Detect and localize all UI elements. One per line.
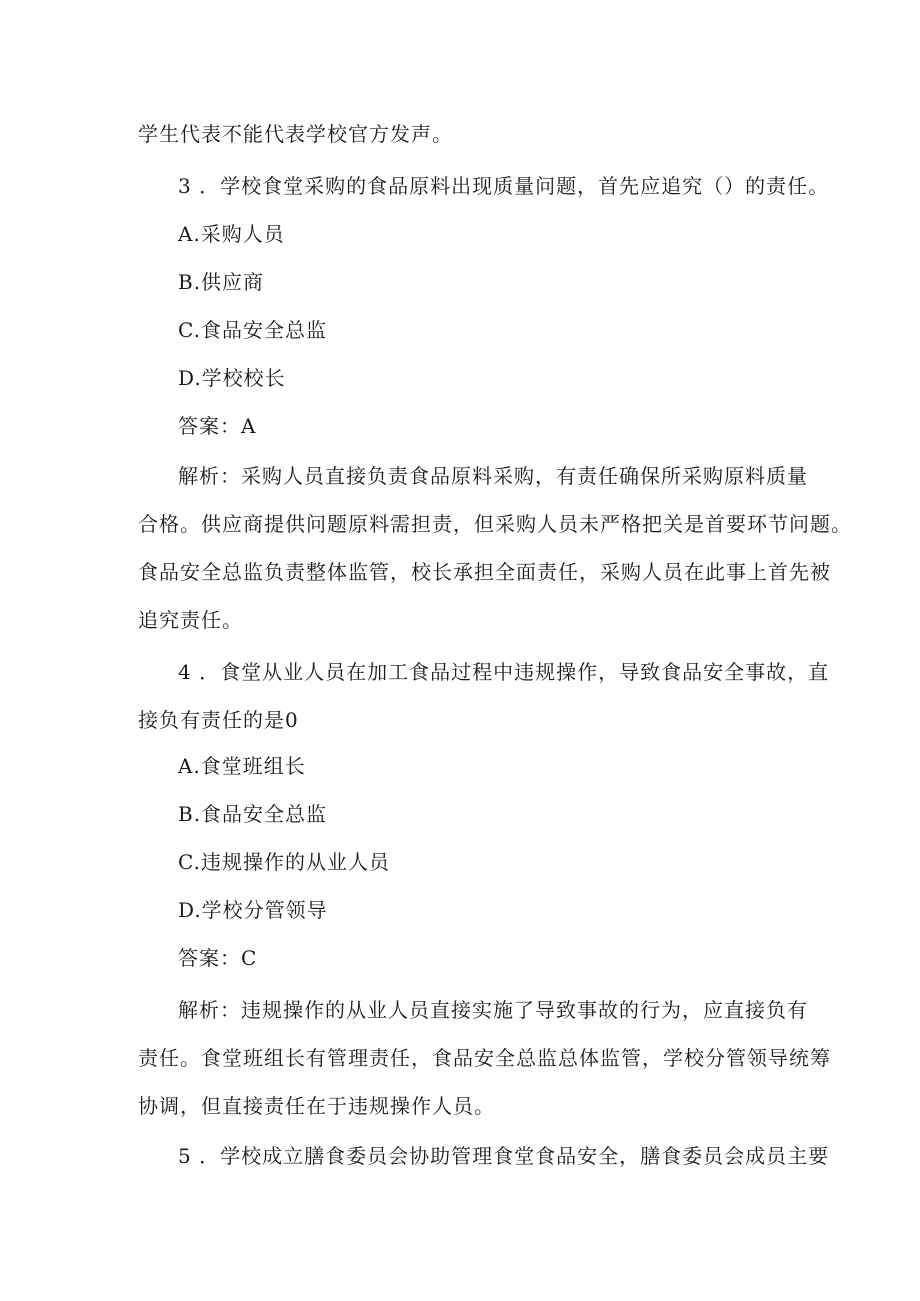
option-a: A.食堂班组长 xyxy=(178,754,306,778)
option-d: D.学校校长 xyxy=(178,366,286,390)
option-d: D.学校分管领导 xyxy=(178,898,328,922)
explanation-line: 食品安全总监负责整体监管，校长承担全面责任，采购人员在此事上首先被 xyxy=(138,560,831,584)
explanation-line: 合格。供应商提供问题原料需担责，但采购人员未严格把关是首要环节问题。 xyxy=(138,512,852,536)
explanation-line: 协调，但直接责任在于违规操作人员。 xyxy=(138,1094,495,1118)
answer: 答案：C xyxy=(178,946,258,970)
explanation-line: 追究责任。 xyxy=(138,608,243,632)
option-c: C.违规操作的从业人员 xyxy=(178,850,390,874)
explanation-line: 解析：违规操作的从业人员直接实施了导致事故的行为，应直接负有 xyxy=(178,998,808,1022)
question-5: 5 ．学校成立膳食委员会协助管理食堂食品安全，膳食委员会成员主要 xyxy=(178,1144,830,1168)
option-c: C.食品安全总监 xyxy=(178,318,327,342)
question-4: 4 ．食堂从业人员在加工食品过程中违规操作，导致食品安全事故，直 xyxy=(178,660,830,684)
option-a: A.采购人员 xyxy=(178,222,285,246)
answer: 答案：A xyxy=(178,414,257,438)
question-4-cont: 接负有责任的是0 xyxy=(138,708,299,732)
option-b: B.食品安全总监 xyxy=(178,802,328,826)
explanation-line: 责任。食堂班组长有管理责任，食品安全总监总体监管，学校分管领导统筹 xyxy=(138,1046,831,1070)
question-3: 3 ．学校食堂采购的食品原料出现质量问题，首先应追究（）的责任。 xyxy=(178,174,830,198)
text-line: 学生代表不能代表学校官方发声。 xyxy=(138,122,453,146)
explanation-line: 解析：采购人员直接负责食品原料采购，有责任确保所采购原料质量 xyxy=(178,464,808,488)
option-b: B.供应商 xyxy=(178,270,265,294)
